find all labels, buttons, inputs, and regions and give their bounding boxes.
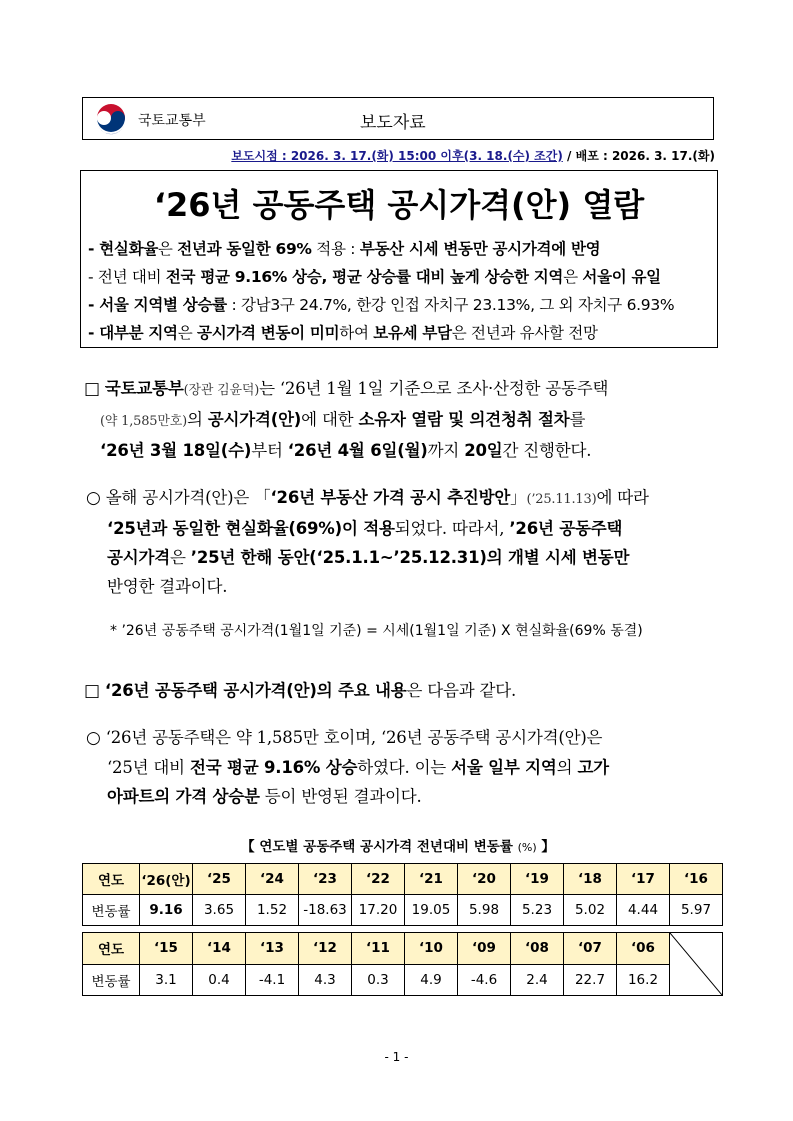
- org-name: 국토교통부: [138, 113, 206, 129]
- table-cell: 19.05: [405, 895, 458, 926]
- table-cell: -18.63: [299, 895, 352, 926]
- table-cell: ‘15: [140, 933, 193, 965]
- table-cell: ‘07: [564, 933, 617, 965]
- table-cell: 5.97: [670, 895, 723, 926]
- table-cell: 5.02: [564, 895, 617, 926]
- row-label-year: 연도: [83, 933, 140, 965]
- table-cell: ‘11: [352, 933, 405, 965]
- table-cell: 0.3: [352, 964, 405, 996]
- distribution-time: 배포 : 2026. 3. 17.(화): [575, 149, 715, 163]
- table-cell: ‘24: [246, 864, 299, 895]
- table-cell: ‘09: [458, 933, 511, 965]
- government-emblem-icon: [94, 103, 128, 137]
- table-cell: ‘13: [246, 933, 299, 965]
- subtitle-line: - 현실화율은 전년과 동일한 69% 적용 : 부동산 시세 변동만 공시가격에 반영: [88, 240, 601, 258]
- table-cell: 1.52: [246, 895, 299, 926]
- rate-table-recent: [82, 863, 723, 926]
- table-cell: ‘08: [511, 933, 564, 965]
- paragraph-policy: ○ 올해 공시가격(안)은 「‘26년 부동산 가격 공시 추진방안」(’25.11.13)에 따라 ‘25년과 동일한 현실화율(69%)이 적용되었다. 따라서, ’26년 공동주택 공시가격은 ’25년 한해 동안(‘25.1.1~’25.12.31)의 개별 시세 변동만 반영한 결과이다.: [86, 488, 649, 596]
- rate-table-past: [82, 932, 723, 996]
- table-cell: 4.3: [299, 964, 352, 996]
- table-cell: 5.98: [458, 895, 511, 926]
- table-cell: -4.1: [246, 964, 299, 996]
- table-cell: 0.4: [193, 964, 246, 996]
- paragraph-intro: □ 국토교통부(장관 김윤덕)는 ‘26년 1월 1일 기준으로 조사·산정한 공동주택 (약 1,585만호)의 공시가격(안)에 대한 소유자 열람 및 의견청취 절차를 ‘26년 3월 18일(수)부터 ‘26년 4월 6일(월)까지 20일간 진행한다.: [84, 379, 609, 460]
- table-cell: ‘16: [670, 864, 723, 895]
- table-cell: 5.23: [511, 895, 564, 926]
- table-cell: ‘10: [405, 933, 458, 965]
- table-cell: ‘21: [405, 864, 458, 895]
- table-cell: ‘19: [511, 864, 564, 895]
- release-time: 보도시점 : 2026. 3. 17.(화) 15:00 이후(3. 18.(수) 조간): [231, 149, 563, 163]
- doc-type: 보도자료: [360, 113, 426, 133]
- table-cell: ‘20: [458, 864, 511, 895]
- subtitle-line: - 전년 대비 전국 평균 9.16% 상승, 평균 상승률 대비 높게 상승한 지역은 서울이 유일: [88, 268, 661, 286]
- table-cell: ‘17: [617, 864, 670, 895]
- table-cell: 17.20: [352, 895, 405, 926]
- table-caption: 【 연도별 공동주택 공시가격 전년대비 변동률 (%) 】: [241, 839, 555, 855]
- row-label-rate: 변동률: [83, 895, 140, 926]
- subtitle-line: - 서울 지역별 상승률 : 강남3구 24.7%, 한강 인접 자치구 23.13%, 그 외 자치구 6.93%: [88, 296, 675, 314]
- row-label-rate: 변동률: [83, 964, 140, 996]
- table-cell: 4.44: [617, 895, 670, 926]
- table-cell: 22.7: [564, 964, 617, 996]
- page-title: ‘26년 공동주택 공시가격(안) 열람: [153, 186, 645, 224]
- empty-diagonal-cell: [670, 933, 723, 996]
- table-cell: 4.9: [405, 964, 458, 996]
- paragraph-summary: □ ‘26년 공동주택 공시가격(안)의 주요 내용은 다음과 같다.: [84, 681, 517, 701]
- table-cell: ‘22: [352, 864, 405, 895]
- release-separator: /: [562, 149, 576, 163]
- table-cell: ‘18: [564, 864, 617, 895]
- table-cell: ‘06: [617, 933, 670, 965]
- table-cell: 16.2: [617, 964, 670, 996]
- table-cell: 9.16: [140, 895, 193, 926]
- table-cell: ‘25: [193, 864, 246, 895]
- subtitle-line: - 대부분 지역은 공시가격 변동이 미미하여 보유세 부담은 전년과 유사할 전망: [88, 324, 598, 342]
- table-cell: 3.1: [140, 964, 193, 996]
- table-cell: 3.65: [193, 895, 246, 926]
- table-cell: ‘14: [193, 933, 246, 965]
- table-cell: ‘26(안): [140, 864, 193, 895]
- table-cell: 2.4: [511, 964, 564, 996]
- release-info: [231, 147, 715, 164]
- table-cell: ‘12: [299, 933, 352, 965]
- formula-note: * ’26년 공동주택 공시가격(1월1일 기준) = 시세(1월1일 기준) X 현실화율(69% 동결): [110, 623, 643, 639]
- row-label-year: 연도: [83, 864, 140, 895]
- table-cell: ‘23: [299, 864, 352, 895]
- paragraph-result: ○ ‘26년 공동주택은 약 1,585만 호이며, ‘26년 공동주택 공시가격(안)은 ‘25년 대비 전국 평균 9.16% 상승하였다. 이는 서울 일부 지역의 고가 아파트의 가격 상승분 등이 반영된 결과이다.: [86, 728, 609, 806]
- table-cell: -4.6: [458, 964, 511, 996]
- page-number: - 1 -: [384, 1050, 409, 1064]
